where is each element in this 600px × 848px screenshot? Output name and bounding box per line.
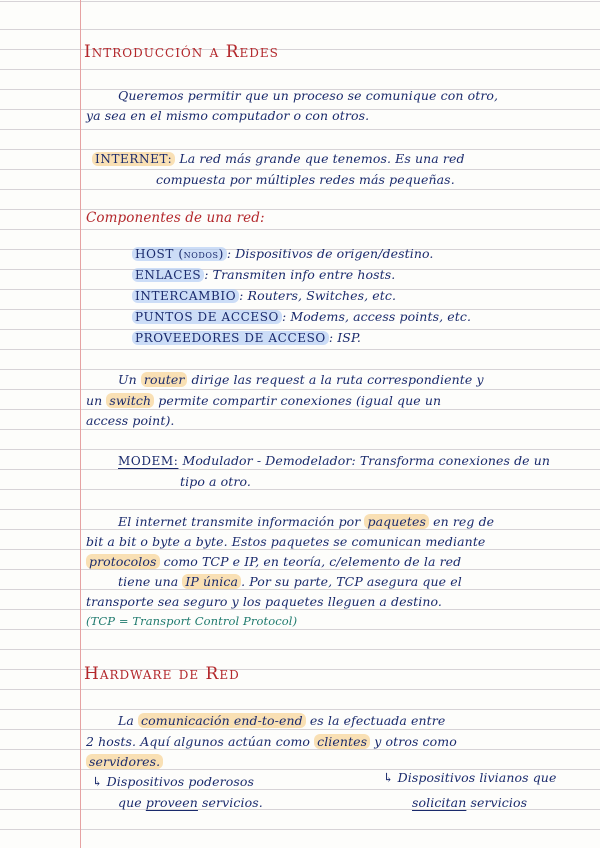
internet-line-1: La red más grande que tenemos. Es una red	[179, 151, 465, 166]
component-desc: : ISP.	[328, 330, 361, 345]
servers-term: servidores.	[86, 754, 163, 769]
clients-term: clientes	[314, 734, 370, 749]
packets-line-4	[118, 574, 462, 589]
margin-line	[80, 0, 81, 848]
modem-line-2: tipo a otro.	[180, 474, 251, 489]
clients-note-1	[383, 770, 556, 785]
component-term: ENLACES	[132, 268, 204, 282]
router-text: dirige las request a la ruta correspondiente y	[191, 372, 484, 387]
component-item	[132, 330, 361, 345]
packets-text: en reg de	[433, 514, 495, 529]
packets-line-2: bit a bit o byte a byte. Estos paquetes se comunican mediante	[86, 534, 486, 549]
servers-note-1	[92, 774, 254, 789]
servers-desc: servicios.	[202, 795, 263, 810]
hardware-line-2	[86, 734, 457, 749]
router-text: Un	[118, 372, 137, 387]
provide-term: proveen	[145, 795, 198, 810]
intro-line-1: Queremos permitir que un proceso se comunique con otro,	[118, 88, 499, 103]
component-term: HOST (nodos)	[132, 247, 227, 261]
router-line-3: access point).	[86, 413, 175, 428]
modem-definition	[118, 453, 550, 468]
packets-text: El internet transmite información por	[118, 514, 361, 529]
servers-desc: Dispositivos poderosos	[106, 774, 255, 789]
packets-line-3	[86, 554, 461, 569]
packets-text: . Por su parte, TCP asegura que el	[241, 574, 462, 589]
protocols-term: protocolos	[86, 554, 160, 569]
component-term: PROVEEDORES DE ACCESO	[132, 331, 329, 345]
component-term: INTERCAMBIO	[132, 289, 239, 303]
component-item	[132, 288, 396, 303]
hardware-text: La	[118, 713, 134, 728]
modem-term: MODEM:	[118, 454, 179, 468]
packets-term: paquetes	[364, 514, 429, 529]
component-term: PUNTOS DE ACCESO	[132, 310, 282, 324]
component-item	[132, 246, 433, 261]
router-text: permite compartir conexiones (igual que un	[158, 393, 442, 408]
clients-desc: Dispositivos livianos que	[397, 770, 557, 785]
packets-text: en teoría, c/elemento de la red	[263, 554, 462, 569]
servers-desc: que	[118, 795, 142, 810]
component-desc: : Transmiten info entre hosts.	[204, 267, 396, 282]
hardware-text: 2 hosts. Aquí algunos actúan como	[86, 734, 311, 749]
end-to-end-term: comunicación end-to-end	[138, 713, 306, 728]
internet-term: INTERNET:	[92, 152, 175, 166]
components-heading: Componentes de una red:	[86, 210, 265, 226]
hardware-line-3	[86, 754, 163, 769]
internet-definition	[92, 151, 465, 166]
component-desc: : Dispositivos de origen/destino.	[226, 246, 434, 261]
clients-note-2	[412, 795, 527, 810]
router-text: un	[86, 393, 103, 408]
packets-text: tiene una	[118, 574, 179, 589]
arrow-icon: ↳	[383, 770, 394, 785]
clients-desc: servicios	[470, 795, 528, 810]
hardware-text: y otros como	[374, 734, 457, 749]
component-desc: : Routers, Switches, etc.	[239, 288, 397, 303]
packets-text: como TCP e IP,	[163, 554, 260, 569]
switch-term: switch	[106, 393, 154, 408]
arrow-icon: ↳	[92, 774, 103, 789]
router-line-2	[86, 393, 441, 408]
hardware-text: es la efectuada entre	[309, 713, 446, 728]
page-title: Introducción a Redes	[84, 42, 279, 62]
component-item	[132, 309, 471, 324]
servers-note-2	[118, 795, 263, 810]
intro-line-2: ya sea en el mismo computador o con otros.	[86, 108, 370, 123]
component-item	[132, 267, 395, 282]
modem-line-1: Modulador - Demodelador: Transforma conexiones de un	[182, 453, 551, 468]
component-desc: : Modems, access points, etc.	[282, 309, 472, 324]
router-line-1	[118, 372, 484, 387]
hardware-title: Hardware de Red	[84, 664, 240, 684]
internet-line-2: compuesta por múltiples redes más pequeñas.	[156, 172, 455, 187]
hardware-line-1	[118, 713, 445, 728]
ip-term: IP única	[182, 574, 241, 589]
packets-line-5: transporte sea seguro y los paquetes lleguen a destino.	[86, 594, 443, 609]
packets-line-1	[118, 514, 494, 529]
tcp-note: (TCP = Transport Control Protocol)	[86, 614, 298, 628]
request-term: solicitan	[412, 795, 467, 810]
router-term: router	[141, 372, 188, 387]
